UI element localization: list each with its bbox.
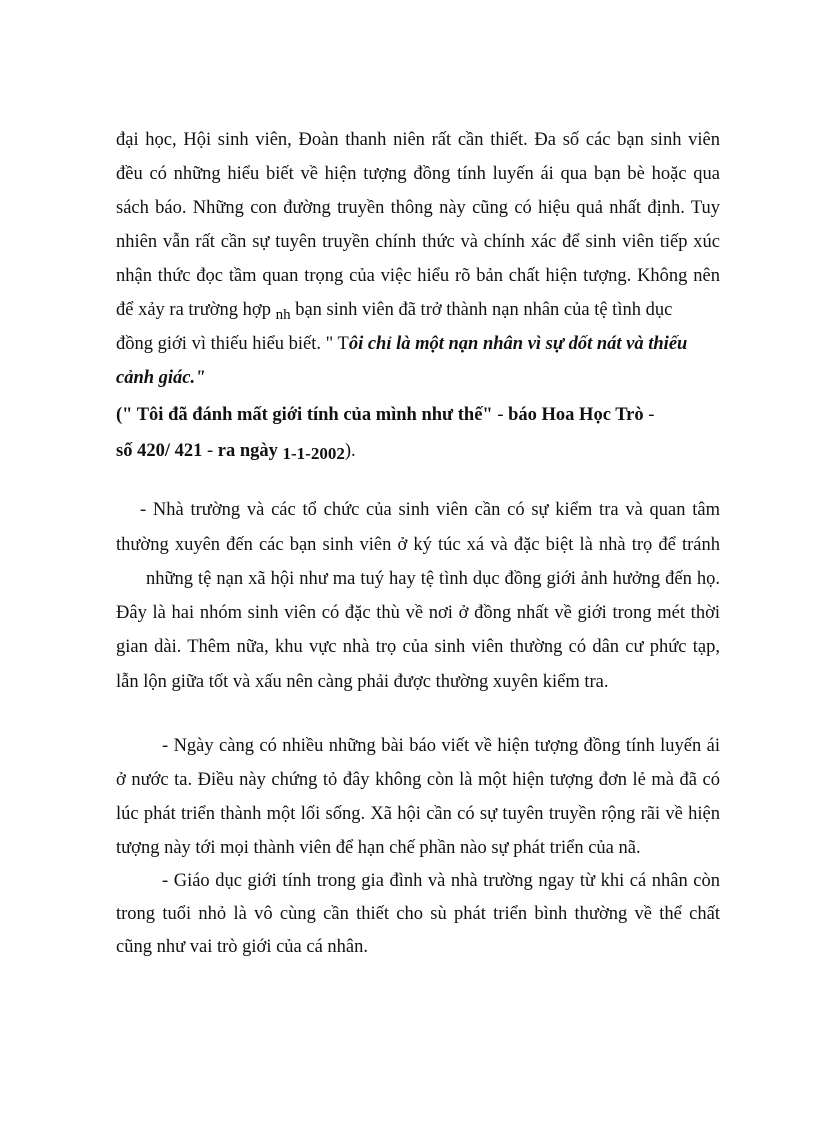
citation-line-2	[116, 439, 356, 463]
paragraph-4-line-2: trong tuổi nhỏ là vô cùng cần thiết cho sù phát triển bình thường về thể chất	[116, 904, 720, 924]
paragraph-1-line-1: đại học, Hội sinh viên, Đoàn thanh niên rất cần thiết. Đa số các bạn sinh viên	[116, 130, 720, 150]
paragraph-1-line-7	[116, 332, 687, 356]
paragraph-3-line-1: - Ngày càng có nhiều những bài báo viết về hiện tượng đồng tính luyến ái	[162, 736, 720, 756]
paragraph-3-line-2: ở nước ta. Điều này chứng tỏ đây không còn là một hiện tượng đơn lẻ mà đã có	[116, 770, 720, 790]
quote-bold-italic: ôi chỉ là một nạn nhân vì sự dốt nát và thiếu	[348, 334, 688, 354]
paragraph-1-line-3: sách báo. Những con đường truyền thông này cũng có hiệu quả nhất định. Tuy	[116, 198, 720, 218]
paragraph-3-line-3: lúc phát triển thành một lối sống. Xã hội cần có sự tuyên truyền rộng rãi về hiện	[116, 804, 720, 824]
citation-dash: -	[643, 405, 655, 425]
paragraph-3-line-4: tượng này tới mọi thành viên để hạn chế phần nào sự phát triển của nã.	[116, 838, 641, 858]
text-run-small: nh	[275, 307, 291, 323]
paragraph-2-line-4: Đây là hai nhóm sinh viên có đặc thù về nơi ở đồng nhất về giới trong mét thời	[116, 603, 720, 623]
citation-issue: số 420/ 421	[116, 441, 203, 461]
citation-source: báo Hoa Học Trò	[508, 405, 644, 425]
citation-title: (" Tôi đã đánh mất giới tính của mình như thế"	[116, 405, 493, 425]
paragraph-4-line-1: - Giáo dục giới tính trong gia đình và nhà trường ngay từ khi cá nhân còn	[162, 871, 720, 891]
paragraph-2-line-5: gian dài. Thêm nữa, khu vực nhà trọ của sinh viên thường có dân cư phức tạp,	[116, 637, 720, 657]
paragraph-1-line-5: nhận thức đọc tầm quan trọng của việc hiểu rõ bản chất hiện tượng. Không nên	[116, 266, 720, 286]
text-run: đồng giới vì thiếu hiểu biết. " T	[116, 334, 349, 354]
citation-dash: -	[202, 441, 218, 461]
citation-dash: -	[492, 405, 509, 425]
citation-date: 1-1-2002	[282, 444, 345, 463]
paragraph-2-line-1: - Nhà trường và các tổ chức của sinh viên cần có sự kiểm tra và quan tâm	[140, 500, 720, 520]
citation-close: ).	[344, 441, 356, 461]
text-run: bạn sinh viên đã trở thành nạn nhân của tệ tình dục	[295, 300, 673, 320]
paragraph-2-line-6: lẫn lộn giữa tốt và xấu nên càng phải được thường xuyên kiểm tra.	[116, 672, 609, 692]
paragraph-2-line-2: thường xuyên đến các bạn sinh viên ở ký túc xá và đặc biệt là nhà trọ để tránh	[116, 535, 720, 555]
paragraph-1-line-6	[116, 298, 672, 323]
paragraph-1-line-4: nhiên vẫn rất cần sự tuyên truyền chính thức và chính xác để sinh viên tiếp xúc	[116, 232, 720, 252]
paragraph-4-line-3: cũng như vai trò giới của cá nhân.	[116, 937, 369, 957]
citation-date-label: ra ngày	[217, 441, 278, 461]
paragraph-1-line-2: đều có những hiểu biết về hiện tượng đồng tính luyến ái qua bạn bè hoặc qua	[116, 164, 720, 184]
paragraph-1-line-8: cảnh giác."	[116, 368, 206, 388]
text-run: để xảy ra trường hợp	[116, 300, 271, 320]
citation-line-1	[116, 403, 654, 427]
paragraph-2-line-3: những tệ nạn xã hội như ma tuý hay tệ tình dục đồng giới ảnh hưởng đến họ.	[146, 569, 720, 589]
